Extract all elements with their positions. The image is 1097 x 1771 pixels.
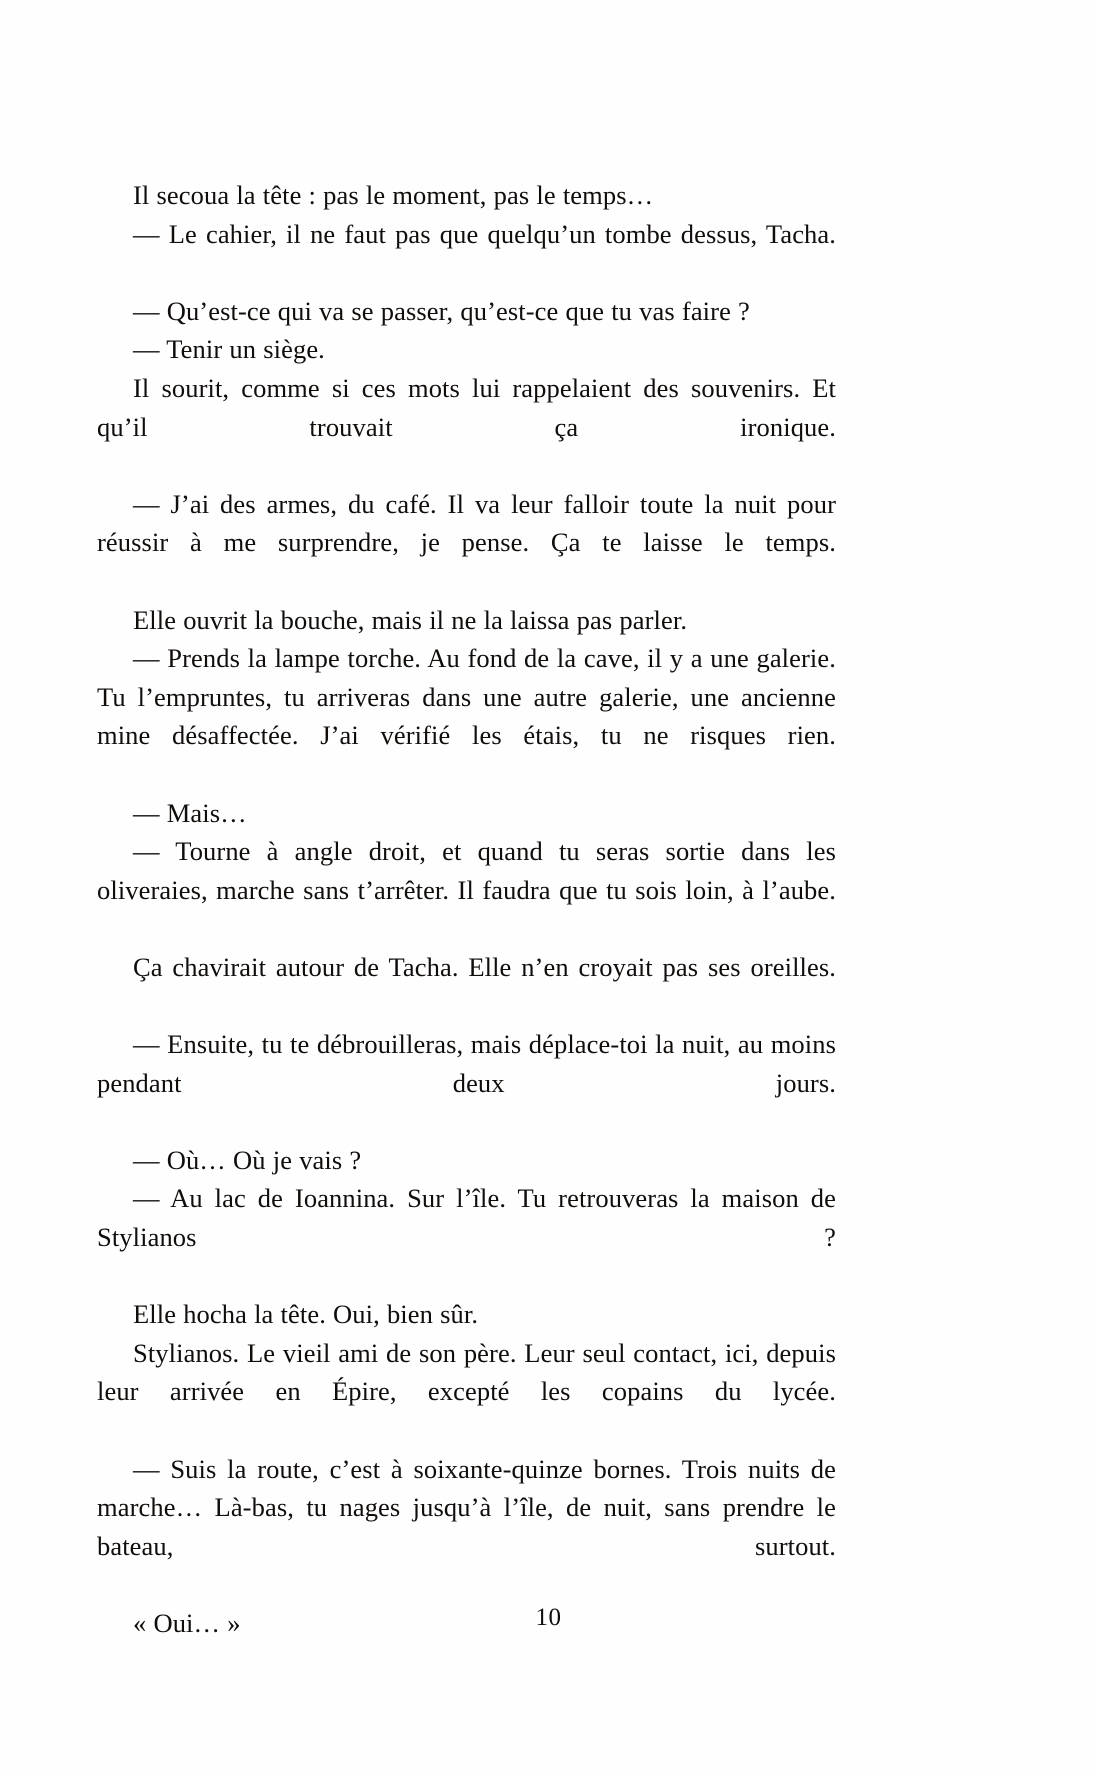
paragraph: — Mais… bbox=[133, 797, 247, 828]
paragraph: Ça chavirait autour de Tacha. Elle n’en croyait pas ses oreilles. bbox=[133, 951, 836, 982]
paragraph: Elle ouvrit la bouche, mais il ne la laissa pas parler. bbox=[133, 604, 688, 635]
paragraph: « Oui… » bbox=[133, 1607, 241, 1638]
paragraph: Il secoua la tête : pas le moment, pas le temps… bbox=[133, 180, 654, 210]
paragraph: — Au lac de Ioannina. Sur l’île. Tu retrouveras la maison de Stylianos ? bbox=[97, 1183, 836, 1253]
paragraph: — Le cahier, il ne faut pas que quelqu’un tombe dessus, Tacha. bbox=[133, 218, 836, 249]
paragraph: Elle hocha la tête. Oui, bien sûr. bbox=[133, 1299, 479, 1330]
paragraph: — Suis la route, c’est à soixante-quinze bornes. Trois nuits de marche… Là-bas, tu nages jusqu’à l’île, de nuit, sans prendre le bateau, surtout. bbox=[97, 1453, 836, 1561]
paragraph: Il sourit, comme si ces mots lui rappelaient des souvenirs. Et qu’il trouvait ça ironique. bbox=[97, 372, 836, 442]
page-number: 10 bbox=[535, 1604, 562, 1631]
paragraph: — Ensuite, tu te débrouilleras, mais déplace-toi la nuit, au moins pendant deux jours. bbox=[97, 1029, 836, 1098]
page-text-body bbox=[97, 176, 836, 1643]
paragraph: — J’ai des armes, du café. Il va leur falloir toute la nuit pour réussir à me surprendre, je pense. Ça te laisse le temps. bbox=[97, 488, 836, 558]
paragraph: — Tourne à angle droit, et quand tu seras sortie dans les oliveraies, marche sans t’arrêter. Il faudra que tu sois loin, à l’aube. bbox=[97, 836, 836, 905]
paragraph: — Qu’est-ce qui va se passer, qu’est-ce que tu vas faire ? bbox=[133, 295, 750, 326]
paragraph: Stylianos. Le vieil ami de son père. Leur seul contact, ici, depuis leur arrivée en Épire, excepté les copains du lycée. bbox=[97, 1337, 836, 1407]
paragraph: — Prends la lampe torche. Au fond de la cave, il y a une galerie. Tu l’empruntes, tu arriveras dans une autre galerie, une ancienne mine désaffectée. J’ai vérifié les étais, tu ne risques rien. bbox=[97, 643, 836, 751]
paragraph: — Tenir un siège. bbox=[133, 334, 325, 365]
paragraph: — Où… Où je vais ? bbox=[133, 1144, 362, 1175]
